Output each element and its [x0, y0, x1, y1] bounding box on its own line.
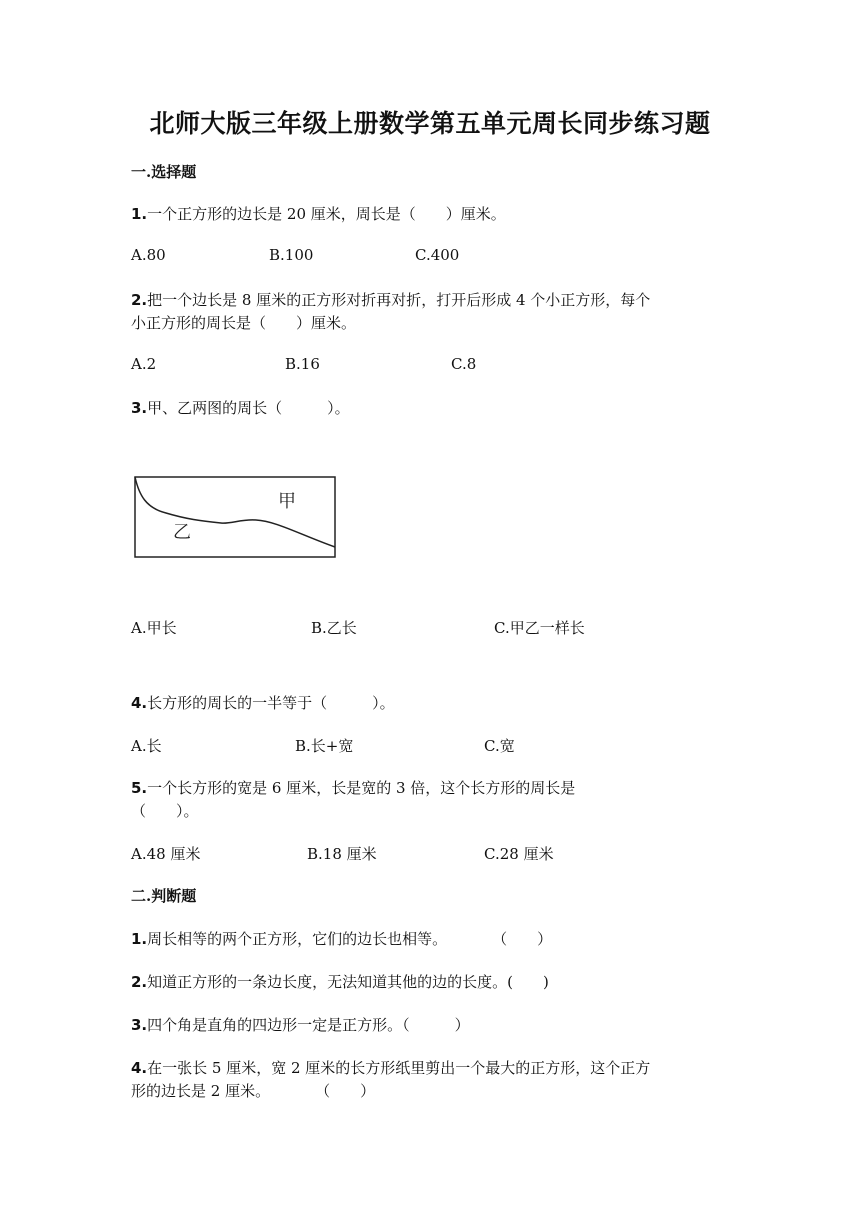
question-number: 3.	[131, 1016, 148, 1034]
label-jia: 甲	[278, 491, 296, 512]
option-b: B.乙长	[311, 619, 357, 637]
option-a: A.48 厘米	[131, 845, 201, 863]
question-number: 5.	[131, 779, 148, 797]
section-heading-judgment: 二.判断题	[131, 887, 197, 905]
question-2-line2: 小正方形的周长是（ ）厘米。	[131, 314, 357, 332]
question-text: 一个正方形的边长是 20 厘米，周长是（ ）厘米。	[147, 205, 506, 223]
judgment-2	[131, 971, 549, 992]
option-a: A.80	[131, 246, 166, 264]
question-2	[131, 289, 650, 310]
section-heading-choice: 一.选择题	[131, 163, 197, 181]
option-a: A.长	[131, 737, 162, 755]
question-text: 周长相等的两个正方形，它们的边长也相等。 （ ）	[147, 930, 553, 948]
option-b: B.16	[285, 355, 320, 373]
option-b: B.18 厘米	[307, 845, 377, 863]
judgment-3	[131, 1014, 470, 1035]
question-number: 4.	[131, 1059, 148, 1077]
perimeter-figure	[131, 475, 341, 561]
label-yi: 乙	[173, 522, 191, 543]
page-title: 北师大版三年级上册数学第五单元周长同步练习题	[149, 109, 711, 138]
option-a: A.2	[131, 355, 157, 373]
question-number: 2.	[131, 973, 148, 991]
question-text-line1: 在一张长 5 厘米，宽 2 厘米的长方形纸里剪出一个最大的正方形，这个正方	[147, 1059, 651, 1077]
question-text: 四个角是直角的四边形一定是正方形。（ ）	[147, 1016, 470, 1034]
question-text: 知道正方形的一条边长度，无法知道其他的边的长度。( )	[147, 973, 549, 991]
question-5-line2: （ ）。	[131, 802, 199, 820]
question-text: 长方形的周长的一半等于（ ）。	[147, 694, 395, 712]
option-a: A.甲长	[131, 619, 177, 637]
option-c: C.宽	[484, 737, 515, 755]
question-3	[131, 397, 350, 418]
question-5	[131, 777, 575, 798]
question-number: 2.	[131, 291, 148, 309]
figure-rectangle	[135, 477, 335, 557]
question-4	[131, 692, 395, 713]
option-c: C.甲乙一样长	[494, 619, 585, 637]
question-number: 4.	[131, 694, 148, 712]
judgment-4-line2: 形的边长是 2 厘米。 （ ）	[131, 1082, 376, 1100]
option-c: C.400	[415, 246, 460, 264]
option-c: C.8	[451, 355, 477, 373]
judgment-1	[131, 928, 552, 949]
question-number: 3.	[131, 399, 148, 417]
judgment-4	[131, 1057, 650, 1078]
option-b: B.长+宽	[295, 737, 354, 755]
question-text-line1: 把一个边长是 8 厘米的正方形对折再对折，打开后形成 4 个小正方形，每个	[147, 291, 651, 309]
question-number: 1.	[131, 205, 148, 223]
question-text-line1: 一个长方形的宽是 6 厘米，长是宽的 3 倍，这个长方形的周长是	[147, 779, 576, 797]
dividing-curve	[135, 477, 335, 547]
option-b: B.100	[269, 246, 314, 264]
question-number: 1.	[131, 930, 148, 948]
option-c: C.28 厘米	[484, 845, 554, 863]
question-1	[131, 203, 506, 224]
question-text: 甲、乙两图的周长（ ）。	[147, 399, 350, 417]
